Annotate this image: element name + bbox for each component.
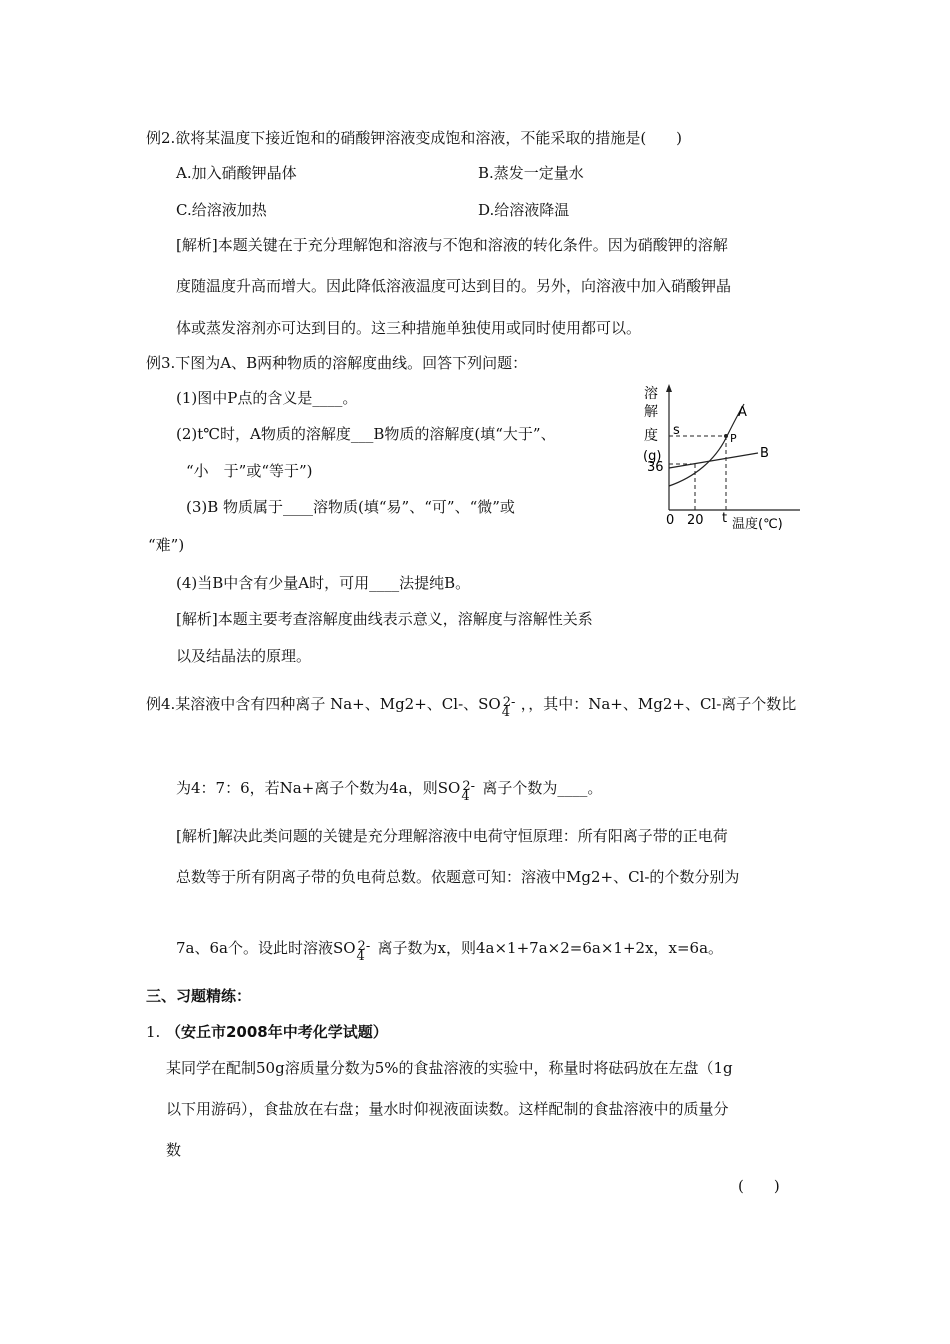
graph-origin: 0 (666, 513, 675, 528)
solubility-graph (640, 382, 810, 532)
ex2-analysis-line3: 体或蒸发溶剂亦可达到目的。这三种措施单独使用或同时使用都可以。 (176, 319, 642, 337)
graph-ylabel-2: 解 (644, 404, 658, 420)
curve-B (669, 453, 758, 468)
section3-title: 三、习题精练： (146, 987, 252, 1005)
graph-label-36: 36 (647, 460, 664, 475)
graph-xlabel: 温度(℃) (732, 517, 783, 532)
ex3-part2-cont: “小 于”或“等于”) (186, 462, 313, 480)
graph-yunit: (g) (643, 449, 662, 464)
ex2-option-a: A.加入硝酸钾晶体 (176, 164, 297, 182)
graph-y-arrow (666, 384, 672, 392)
graph-xt: t (722, 511, 728, 526)
graph-label-B: B (760, 446, 769, 461)
graph-ylabel-1: 溶 (644, 386, 658, 402)
ex2-option-c: C.给溶液加热 (176, 201, 267, 219)
ex4-analysis-so4-charge: 2- (357, 939, 371, 954)
ex4-analysis-so4-sub: 4 (356, 949, 365, 964)
ex4-line2-pre: 为4：7：6，若Na+离子个数为4a，则SO (176, 779, 461, 797)
graph-label-P: P (730, 432, 737, 445)
section3-q1-line1: 某同学在配制50g溶质量分数为5%的食盐溶液的实验中，称量时将砝码放在左盘（1g (166, 1059, 733, 1077)
ex3-part1: (1)图中P点的含义是____。 (176, 389, 358, 407)
ex4-line2-so4-sub: 4 (461, 789, 470, 804)
ex4-analysis-line3-pre: 7a、6a个。设此时溶液SO (176, 939, 356, 957)
ex4-line2 (176, 778, 603, 804)
point-P (724, 434, 728, 438)
ex4-analysis-line2: 总数等于所有阴离子带的负电荷总数。依题意可知：溶液中Mg2+、Cl-的个数分别为 (176, 868, 740, 886)
ex2-option-b: B.蒸发一定量水 (478, 164, 584, 182)
section3-q1-answer-paren: ( ) (738, 1177, 780, 1195)
ex2-question: 例2.欲将某温度下接近饱和的硝酸钾溶液变成饱和溶液，不能采取的措施是( ) (146, 129, 683, 147)
ex4-analysis-line3-post: 离子数为x，则4a×1+7a×2=6a×1+2x，x=6a。 (377, 939, 724, 957)
ex3-analysis-line2: 以及结晶法的原理。 (176, 647, 312, 665)
ex2-analysis-line2: 度随温度升高而增大。因此降低溶液温度可达到目的。另外，向溶液中加入硝酸钾晶 (176, 277, 732, 295)
ex4-analysis-line3 (176, 938, 724, 964)
ex2-analysis-line1: [解析]本题关键在于充分理解饱和溶液与不饱和溶液的转化条件。因为硝酸钾的溶解 (176, 236, 728, 254)
ex4-so4-charge: 2- (502, 695, 516, 710)
ex2-option-d: D.给溶液降温 (478, 201, 570, 219)
ex4-analysis-line1: [解析]解决此类问题的关键是充分理解溶液中电荷守恒原理：所有阳离子带的正电荷 (176, 827, 728, 845)
ex4-question-pre: 例4.某溶液中含有四种离子 Na+、Mg2+、Cl-、SO (146, 695, 501, 713)
section3-q1-line2: 以下用游码），食盐放在右盘；量水时仰视液面读数。这样配制的食盐溶液中的质量分 (166, 1100, 729, 1118)
ex3-part3: (3)B 物质属于____溶物质(填“易”、“可”、“微”或 (186, 498, 515, 516)
section3-q1-line3: 数 (166, 1141, 182, 1159)
graph-ylabel-3: 度 (644, 428, 658, 444)
ex4-line2-post: 离子个数为____。 (482, 779, 603, 797)
ex4-question: 例4.某溶液中含有四种离子 Na+、Mg2+、Cl-、SO 2- 4 ，，其中：Na+、Mg2+、Cl-离子个数比 (146, 694, 796, 714)
section3-q1-source: （安丘市2008年中考化学试题） (166, 1023, 388, 1041)
graph-x20: 20 (687, 513, 704, 528)
graph-label-A: A (738, 405, 747, 420)
ex4-so4-sub: 4 (501, 705, 510, 720)
curve-A (669, 404, 744, 486)
ex4-question-post: ，其中：Na+、Mg2+、Cl-离子个数比 (528, 695, 797, 713)
ex3-part3-cont: “难”) (148, 536, 185, 554)
section3-q1-number: 1. (146, 1023, 161, 1041)
ex4-line2-so4-charge: 2- (462, 779, 475, 794)
ex3-analysis-line1: [解析]本题主要考查溶解度曲线表示意义，溶解度与溶解性关系 (176, 610, 593, 628)
ex3-part2: (2)t℃时，A物质的溶解度___B物质的溶解度(填“大于”、 (176, 425, 556, 443)
ex3-part4: (4)当B中含有少量A时，可用____法提纯B。 (176, 574, 471, 592)
ex3-question: 例3.下图为A、B两种物质的溶解度曲线。回答下列问题： (146, 354, 528, 372)
graph-label-s: s (673, 423, 680, 438)
